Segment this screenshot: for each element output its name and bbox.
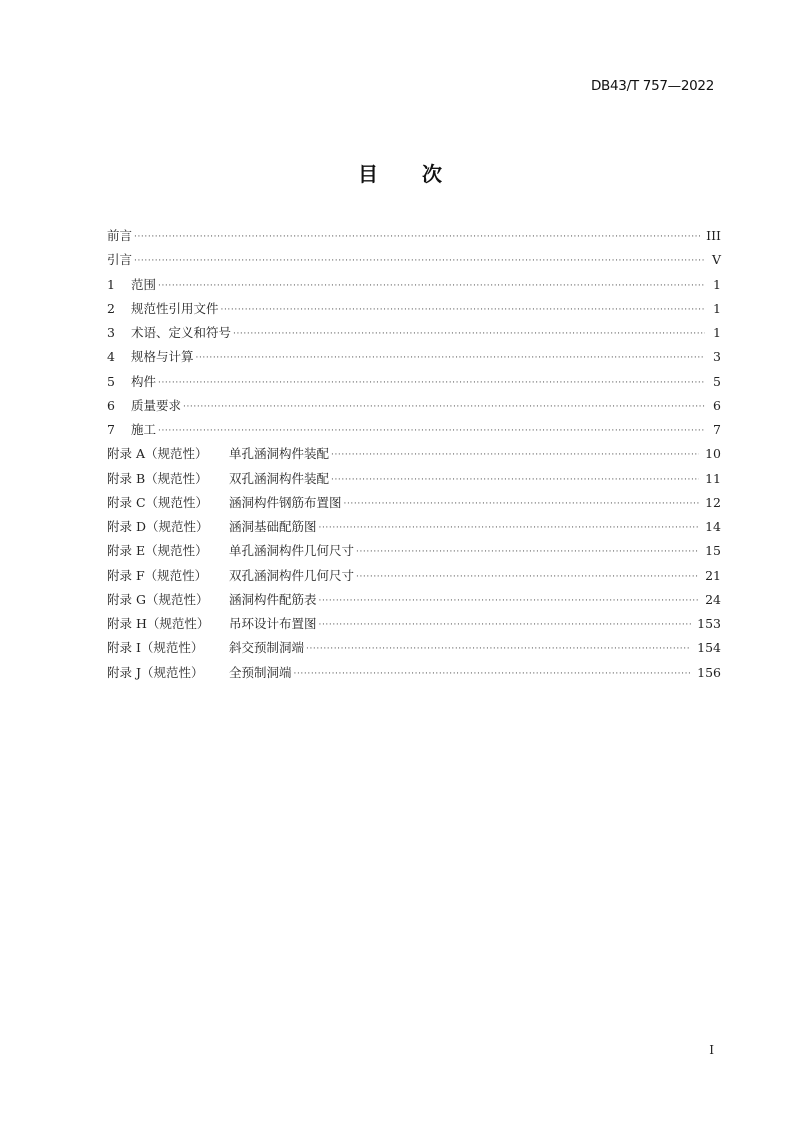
toc-entry-label: 吊环设计布置图 <box>229 616 317 631</box>
toc-leader-dots <box>356 567 699 587</box>
toc-entry-number: 4 <box>107 349 115 365</box>
toc-entry-appendix-c[interactable] <box>107 493 721 517</box>
toc-appendix-prefix: 附录 C（规范性） <box>107 494 209 510</box>
toc-entry-appendix-b[interactable] <box>107 469 721 493</box>
toc-entry-number: 5 <box>107 373 115 389</box>
toc-leader-dots <box>356 542 699 562</box>
toc-entry-label: 施工 <box>131 422 157 437</box>
toc-entry-label: 规范性引用文件 <box>131 300 219 316</box>
toc-leader-dots <box>344 494 700 514</box>
toc-entry-page: 154 <box>697 640 721 656</box>
toc-entry-page: III <box>706 228 721 243</box>
toc-entry-page: 10 <box>705 446 721 462</box>
toc-leader-dots <box>134 227 700 247</box>
toc-entry-page: 153 <box>697 616 721 631</box>
toc-leader-dots <box>319 518 700 538</box>
toc-entry-label: 质量要求 <box>131 397 182 413</box>
toc-appendix-prefix: 附录 J（规范性） <box>107 664 204 680</box>
toc-entry-appendix-j[interactable] <box>107 663 721 687</box>
toc-entry-label: 全预制洞端 <box>229 664 292 680</box>
toc-entry-page: 12 <box>705 494 721 510</box>
toc-leader-dots <box>134 251 705 271</box>
table-of-contents <box>107 226 721 687</box>
toc-entry-page: 11 <box>705 470 721 486</box>
toc-appendix-prefix: 附录 B（规范性） <box>107 470 208 486</box>
toc-leader-dots <box>331 470 699 490</box>
toc-entry-label: 涵洞构件钢筋布置图 <box>229 494 342 510</box>
toc-leader-dots <box>158 421 705 441</box>
toc-entry-page: 7 <box>713 422 721 437</box>
toc-entry-appendix-e[interactable] <box>107 541 721 565</box>
toc-entry-page: 3 <box>713 349 721 365</box>
toc-appendix-prefix: 附录 F（规范性） <box>107 567 208 583</box>
toc-entry-label: 构件 <box>131 373 157 389</box>
toc-entry-page: V <box>711 252 721 268</box>
toc-entry-page: 21 <box>705 567 721 583</box>
toc-leader-dots <box>183 397 705 417</box>
toc-entry-chapter-1[interactable] <box>107 275 721 299</box>
toc-appendix-prefix: 附录 G（规范性） <box>107 591 209 607</box>
toc-entry-page: 15 <box>705 543 721 559</box>
toc-entry-page: 156 <box>697 664 721 680</box>
toc-entry-page: 5 <box>713 373 721 389</box>
toc-entry-page: 14 <box>705 519 721 534</box>
toc-entry-appendix-a[interactable] <box>107 444 721 468</box>
toc-leader-dots <box>158 276 705 296</box>
toc-entry-number: 2 <box>107 300 115 316</box>
toc-appendix-prefix: 附录 H（规范性） <box>107 616 210 631</box>
toc-leader-dots <box>319 615 692 635</box>
toc-entry-number: 1 <box>107 276 115 292</box>
toc-leader-dots <box>233 324 705 344</box>
toc-appendix-prefix: 附录 A（规范性） <box>107 446 208 462</box>
toc-leader-dots <box>221 300 705 320</box>
toc-entry-label: 术语、定义和符号 <box>131 325 232 340</box>
toc-entry-page: 1 <box>713 276 721 292</box>
toc-entry-appendix-h[interactable] <box>107 614 721 638</box>
toc-leader-dots <box>331 445 699 465</box>
toc-entry-chapter-4[interactable] <box>107 347 721 371</box>
toc-entry-label: 前言 <box>107 228 133 243</box>
toc-entry-number: 3 <box>107 325 115 340</box>
toc-entry-chapter-5[interactable] <box>107 372 721 396</box>
toc-entry-page: 6 <box>713 397 721 413</box>
toc-entry-number: 6 <box>107 397 115 413</box>
toc-entry-foreword[interactable] <box>107 226 721 250</box>
toc-entry-label: 范围 <box>131 276 157 292</box>
toc-entry-number: 7 <box>107 422 115 437</box>
toc-entry-introduction[interactable] <box>107 250 721 274</box>
toc-entry-label: 规格与计算 <box>131 349 194 365</box>
toc-entry-label: 引言 <box>107 252 133 268</box>
toc-leader-dots <box>158 373 705 393</box>
toc-appendix-prefix: 附录 D（规范性） <box>107 519 209 534</box>
toc-leader-dots <box>306 639 691 659</box>
toc-entry-appendix-d[interactable] <box>107 517 721 541</box>
toc-leader-dots <box>294 664 692 684</box>
toc-entry-page: 1 <box>713 325 721 340</box>
toc-entry-label: 涵洞构件配筋表 <box>229 591 317 607</box>
toc-appendix-prefix: 附录 E（规范性） <box>107 543 208 559</box>
toc-entry-appendix-i[interactable] <box>107 638 721 662</box>
document-code: DB43/T 757—2022 <box>590 78 714 94</box>
toc-entry-label: 单孔涵洞构件几何尺寸 <box>229 543 355 559</box>
toc-entry-label: 双孔涵洞构件几何尺寸 <box>229 567 355 583</box>
toc-leader-dots <box>319 591 700 611</box>
toc-entry-label: 双孔涵洞构件装配 <box>229 470 330 486</box>
page-title-char-2: 次 <box>422 162 442 186</box>
toc-entry-chapter-3[interactable] <box>107 323 721 347</box>
toc-entry-appendix-g[interactable] <box>107 590 721 614</box>
toc-entry-page: 24 <box>705 591 721 607</box>
toc-entry-chapter-6[interactable] <box>107 396 721 420</box>
toc-appendix-prefix: 附录 I（规范性） <box>107 640 204 656</box>
page-title-char-1: 目 <box>358 162 378 186</box>
toc-entry-appendix-f[interactable] <box>107 566 721 590</box>
page-number: I <box>709 1043 714 1057</box>
toc-entry-chapter-7[interactable] <box>107 420 721 444</box>
toc-entry-chapter-2[interactable] <box>107 299 721 323</box>
toc-leader-dots <box>196 348 705 368</box>
toc-entry-page: 1 <box>713 300 721 316</box>
page-title <box>0 158 800 187</box>
toc-entry-label: 单孔涵洞构件装配 <box>229 446 330 462</box>
toc-entry-label: 涵洞基础配筋图 <box>229 519 317 534</box>
toc-entry-label: 斜交预制洞端 <box>229 640 305 656</box>
